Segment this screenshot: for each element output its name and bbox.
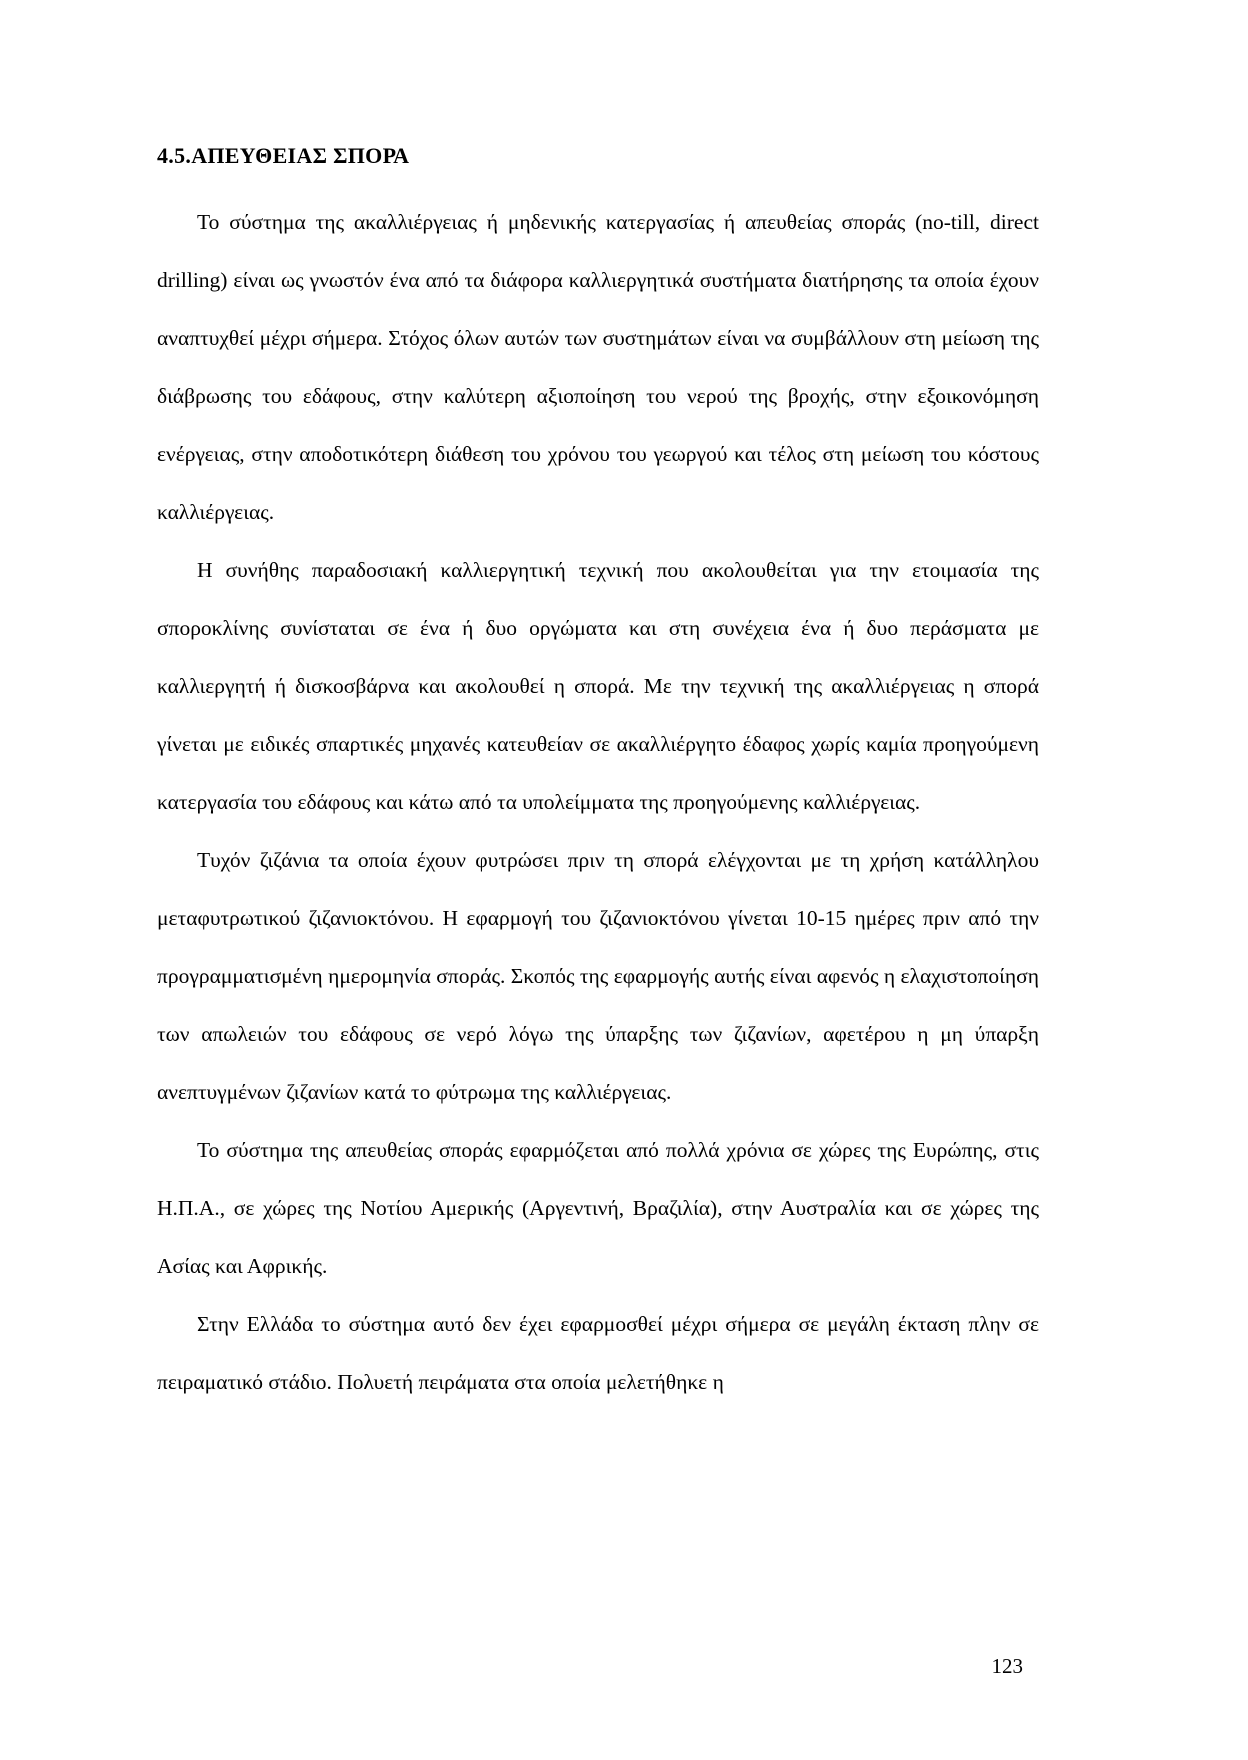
paragraph-5: Στην Ελλάδα το σύστημα αυτό δεν έχει εφαρμοσθεί μέχρι σήμερα σε μεγάλη έκταση πλην σε πειραματικό στάδιο. Πολυετή πειράματα στα οποία μελετήθηκε η <box>157 1312 1039 1394</box>
paragraph-2: Η συνήθης παραδοσιακή καλλιεργητική τεχνική που ακολουθείται για την ετοιμασία της σπορoκλίνης συνίσταται σε ένα ή δυο οργώματα και στη συνέχεια ένα ή δυο περάσματα με καλλιεργητή ή δισκοσβάρνα και ακολουθεί η σπορά. Με την τεχνική της ακαλλιέργειας η σπορά γίνεται με ειδικές σπαρτικές μηχανές κατευθείαν σε ακαλλιέργητο έδαφος χωρίς καμία προηγούμενη κατεργασία του εδάφους και κάτω από τα υπολείμματα της προηγούμενης καλλιέργειας. <box>157 558 1039 814</box>
paragraph-4: Το σύστημα της απευθείας σποράς εφαρμόζεται από πολλά χρόνια σε χώρες της Ευρώπης, στις Η.Π.Α., σε χώρες της Νοτίου Αμερικής (Αργεντινή, Βραζιλία), στην Αυστραλία και σε χώρες της Ασίας και Αφρικής. <box>157 1138 1039 1278</box>
page-number: 123 <box>991 1654 1023 1678</box>
paragraph-1: Το σύστημα της ακαλλιέργειας ή μηδενικής κατεργασίας ή απευθείας σποράς (no-till, direct drilling) είναι ως γνωστόν ένα από τα διάφορα καλλιεργητικά συστήματα διατήρησης τα οποία έχουν αναπτυχθεί μέχρι σήμερα. Στόχος όλων αυτών των συστημάτων είναι να συμβάλλουν στη μείωση της διάβρωσης του εδάφους, στην καλύτερη αξιοποίηση του νερού της βροχής, στην εξοικονόμηση ενέργειας, στην αποδοτικότερη διάθεση του χρόνου του γεωργού και τέλος στη μείωση του κόστους καλλιέργειας. <box>157 210 1039 524</box>
section-heading: 4.5.ΑΠΕΥΘΕΙΑΣ ΣΠΟΡΑ <box>157 143 410 168</box>
paragraph-3: Τυχόν ζιζάνια τα οποία έχουν φυτρώσει πριν τη σπορά ελέγχονται με τη χρήση κατάλληλου μεταφυτρωτικού ζιζανιοκτόνου. Η εφαρμογή του ζιζανιοκτόνου γίνεται 10-15 ημέρες πριν από την προγραμματισμένη ημερομηνία σποράς. Σκοπός της εφαρμογής αυτής είναι αφενός η ελαχιστοποίηση των απωλειών του εδάφους σε νερό λόγω της ύπαρξης των ζιζανίων, αφετέρου η μη ύπαρξη ανεπτυγμένων ζιζανίων κατά το φύτρωμα της καλλιέργειας. <box>157 848 1039 1104</box>
body-text <box>157 193 1039 1411</box>
